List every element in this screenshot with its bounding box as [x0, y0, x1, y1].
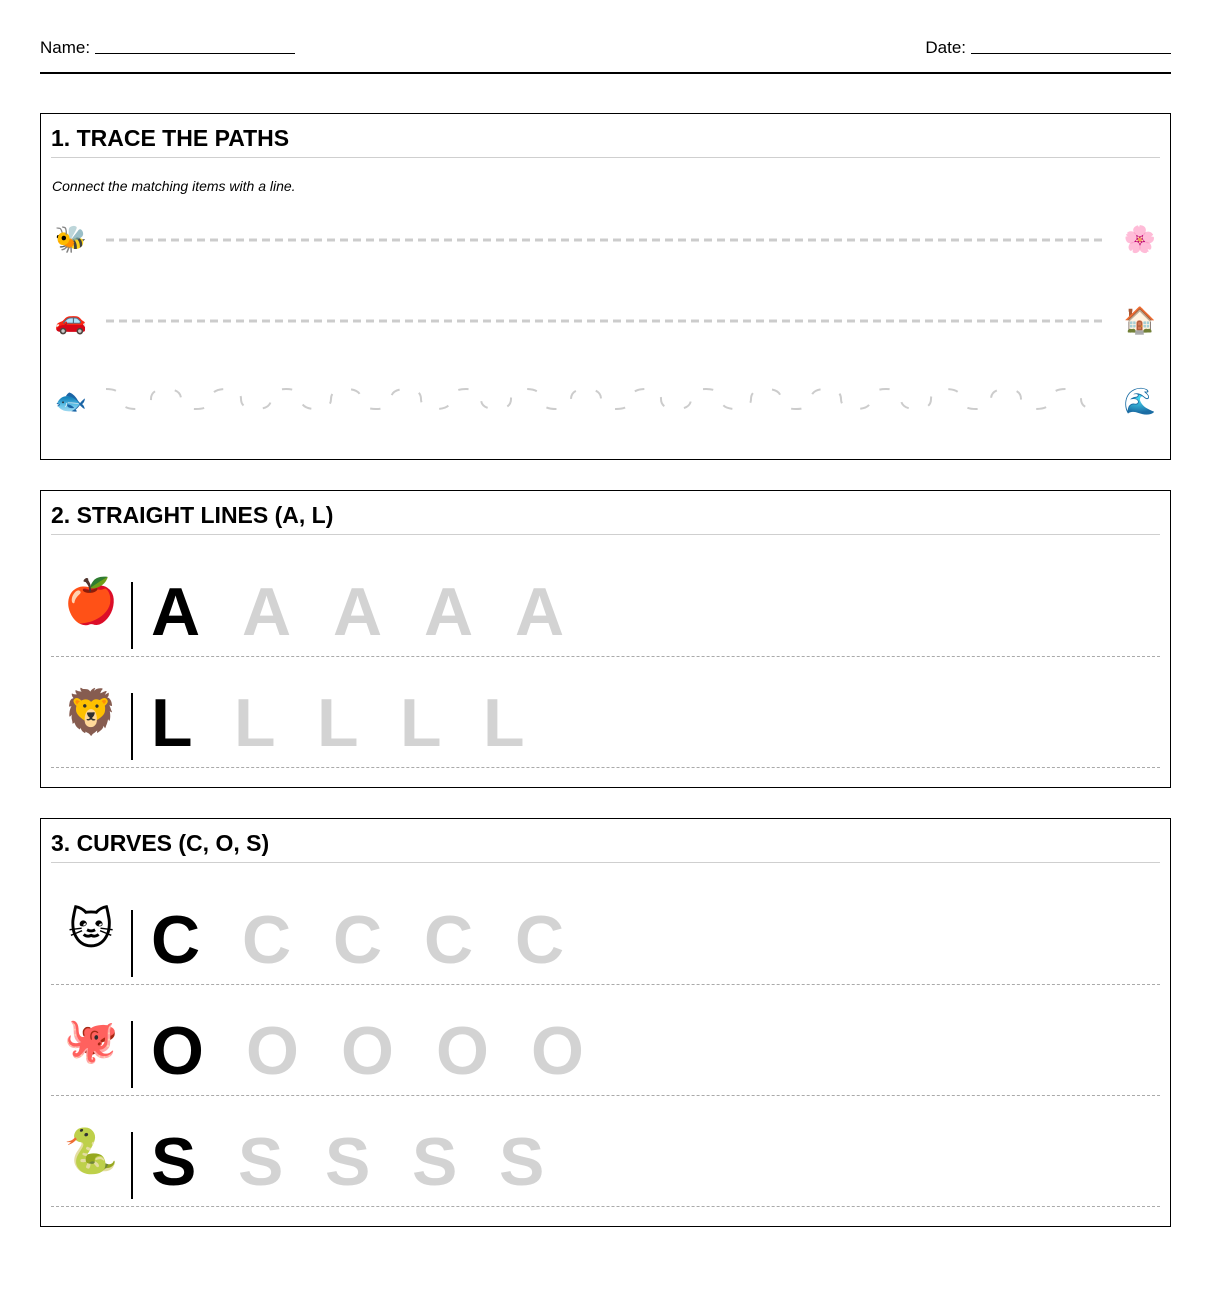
name-field: [40, 38, 295, 58]
bee-icon: 🐝: [54, 225, 88, 255]
trace-letter[interactable]: O: [246, 1013, 299, 1089]
car-icon: 🚗: [54, 306, 88, 336]
section-straight-lines: [40, 490, 1171, 788]
trace-letter[interactable]: O: [436, 1013, 489, 1089]
model-letter: L: [151, 685, 193, 761]
trace-letter[interactable]: A: [515, 574, 565, 650]
trace-path-line[interactable]: [106, 301, 1106, 341]
trace-letter[interactable]: S: [325, 1124, 371, 1200]
house-icon: 🏠: [1123, 306, 1157, 336]
trace-letter[interactable]: C: [424, 902, 474, 978]
row-divider: [131, 693, 133, 760]
letter-practice-row: [51, 873, 1160, 985]
section-instruction: Connect the matching items with a line.: [52, 178, 296, 194]
trace-path-line[interactable]: [106, 220, 1106, 260]
trace-letter[interactable]: L: [483, 685, 525, 761]
fish-icon: 🐟: [54, 387, 88, 417]
letter-practice-row: [51, 984, 1160, 1096]
trace-path-row: [51, 382, 1160, 422]
letter-sequence: [151, 902, 606, 978]
model-letter: O: [151, 1013, 204, 1089]
trace-letter[interactable]: C: [515, 902, 565, 978]
date-field: [925, 38, 1171, 58]
section-title: 2. STRAIGHT LINES (A, L): [51, 501, 1160, 535]
section-curves: [40, 818, 1171, 1227]
model-letter: C: [151, 902, 201, 978]
water-wave-icon: 🌊: [1123, 387, 1157, 417]
cat-icon: 🐱: [68, 903, 114, 955]
section-title: 3. CURVES (C, O, S): [51, 829, 1160, 863]
trace-letter[interactable]: L: [234, 685, 276, 761]
trace-letter[interactable]: L: [317, 685, 359, 761]
row-divider: [131, 1021, 133, 1088]
worksheet-header: [40, 38, 1171, 74]
row-divider: [131, 582, 133, 649]
section-title: 1. TRACE THE PATHS: [51, 124, 1160, 158]
trace-letter[interactable]: A: [242, 574, 292, 650]
trace-letter[interactable]: L: [400, 685, 442, 761]
letter-sequence: [151, 1124, 586, 1200]
letter-sequence: [151, 574, 606, 650]
apple-icon: 🍎: [63, 576, 119, 627]
trace-letter[interactable]: S: [412, 1124, 458, 1200]
letter-practice-row: [51, 545, 1160, 657]
row-divider: [131, 1132, 133, 1199]
trace-letter[interactable]: O: [531, 1013, 584, 1089]
letter-practice-row: [51, 1095, 1160, 1207]
model-letter: S: [151, 1124, 197, 1200]
trace-letter[interactable]: A: [333, 574, 383, 650]
trace-letter[interactable]: S: [499, 1124, 545, 1200]
name-label: Name:: [40, 38, 91, 57]
trace-path-row: [51, 301, 1160, 341]
letter-practice-row: [51, 656, 1160, 768]
date-blank-line[interactable]: [971, 38, 1171, 54]
trace-path-wavy-line[interactable]: [106, 382, 1106, 422]
letter-sequence: [151, 1013, 626, 1089]
date-label: Date:: [925, 38, 966, 57]
name-blank-line[interactable]: [95, 38, 295, 54]
trace-letter[interactable]: O: [341, 1013, 394, 1089]
trace-path-row: [51, 220, 1160, 260]
trace-letter[interactable]: C: [333, 902, 383, 978]
trace-letter[interactable]: C: [242, 902, 292, 978]
model-letter: A: [151, 574, 201, 650]
octopus-icon: 🐙: [63, 1015, 119, 1066]
letter-sequence: [151, 685, 566, 761]
snake-icon: 🐍: [63, 1126, 119, 1177]
cherry-blossom-icon: 🌸: [1123, 225, 1157, 255]
trace-letter[interactable]: A: [424, 574, 474, 650]
lion-icon: 🦁: [63, 687, 119, 738]
row-divider: [131, 910, 133, 977]
section-trace-paths: [40, 113, 1171, 460]
trace-letter[interactable]: S: [238, 1124, 284, 1200]
